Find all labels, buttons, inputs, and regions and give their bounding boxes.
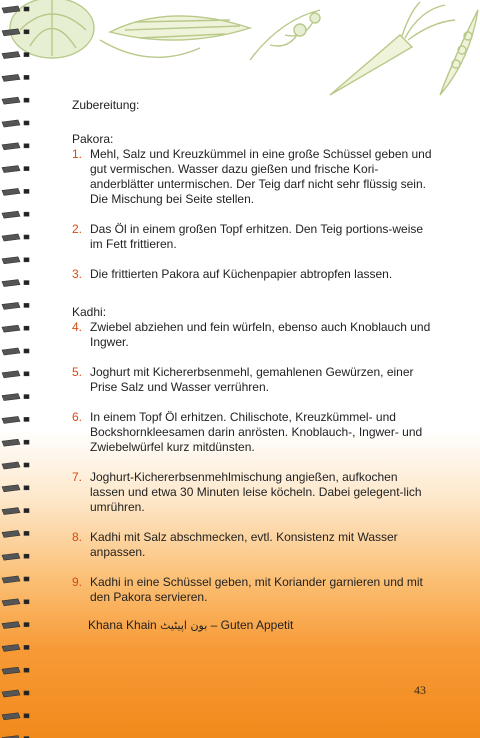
binding-ring (2, 667, 20, 674)
binding-hole (24, 53, 29, 57)
binding-ring (2, 348, 20, 355)
binding-hole (24, 303, 29, 307)
binding-ring (2, 371, 20, 378)
binding-ring (2, 553, 20, 560)
step-text: Joghurt mit Kichererbsenmehl, gemahlenen Gewürzen, einer Prise Salz und Wasser verrühren. (90, 365, 414, 394)
carrot-illustration (330, 2, 455, 95)
pea-pod-illustration (440, 10, 478, 95)
binding-ring (2, 257, 20, 264)
binding-hole (24, 600, 29, 604)
step-text: Mehl, Salz und Kreuzkümmel in eine große Schüssel geben und gut vermischen. Wasser dazu gießen und frische Kori-anderblätter untermischen. Der Teig darf nicht sehr flüssig sein. Die Mischung bei Seite stellen. (90, 147, 432, 206)
binding-ring (2, 188, 20, 195)
binding-hole (24, 463, 29, 467)
binding-hole (24, 554, 29, 558)
binding-hole (24, 144, 29, 148)
binding-hole (24, 167, 29, 171)
binding-hole (24, 531, 29, 535)
step-number: 3. (72, 267, 83, 281)
step-number: 1. (72, 147, 83, 161)
binding-hole (24, 212, 29, 216)
binding-hole (24, 7, 29, 11)
step-9 (72, 575, 432, 605)
step-text: Das Öl in einem großen Topf erhitzen. Den Teig portions-weise im Fett frittieren. (90, 222, 424, 251)
recipe-instructions (72, 98, 432, 633)
binding-hole (24, 668, 29, 672)
step-number: 8. (72, 530, 83, 544)
binding-hole (24, 349, 29, 353)
pakora-section-title: Pakora: (72, 132, 114, 146)
binding-ring (2, 211, 20, 218)
binding-hole (24, 691, 29, 695)
binding-hole (24, 714, 29, 718)
binding-ring (2, 394, 20, 401)
step-number: 5. (72, 365, 83, 379)
binding-hole (24, 623, 29, 627)
step-5 (72, 365, 432, 395)
binding-ring (2, 234, 20, 241)
binding-ring (2, 485, 20, 492)
binding-ring (2, 280, 20, 287)
closing-suffix: – Guten Appetit (210, 618, 294, 632)
page-number: 43 (414, 683, 426, 697)
binding-ring (2, 302, 20, 309)
binding-ring (2, 97, 20, 104)
step-1 (72, 147, 432, 207)
closing-latin: Khana Khain (88, 618, 157, 632)
binding-ring (2, 416, 20, 423)
step-text: Kadhi in eine Schüssel geben, mit Koriander garnieren und mit den Pakora servieren. (90, 575, 423, 604)
closing-line (88, 618, 432, 633)
binding-ring (2, 530, 20, 537)
step-text: Joghurt-Kichererbsenmehlmischung angießen, aufkochen lassen und etwa 30 Minuten leise köcheln. Dabei gelegent-lich umrühren. (90, 470, 422, 514)
binding-hole (24, 75, 29, 79)
binding-ring (2, 143, 20, 150)
binding-ring (2, 599, 20, 606)
binding-ring (2, 74, 20, 81)
binding-ring (2, 120, 20, 127)
binding-hole (24, 645, 29, 649)
step-8 (72, 530, 432, 560)
step-text: Zwiebel abziehen und fein würfeln, ebenso auch Knoblauch und Ingwer. (90, 320, 431, 349)
binding-hole (24, 417, 29, 421)
herb-illustration (250, 10, 320, 60)
spiral-binding (0, 0, 36, 738)
binding-hole (24, 30, 29, 34)
step-6 (72, 410, 432, 455)
binding-ring (2, 462, 20, 469)
binding-hole (24, 372, 29, 376)
binding-hole (24, 486, 29, 490)
step-text: In einem Topf Öl erhitzen. Chilischote, Kreuzkümmel- und Bockshornkleesamen darin anrösten. Knoblauch-, Ingwer- und Zwiebelwürfel kurz mitdünsten. (90, 410, 423, 454)
binding-ring (2, 439, 20, 446)
binding-ring (2, 325, 20, 332)
binding-ring (2, 576, 20, 583)
step-4 (72, 320, 432, 350)
binding-ring (2, 29, 20, 36)
step-text: Die frittierten Pakora auf Küchenpapier abtropfen lassen. (90, 267, 393, 281)
binding-hole (24, 509, 29, 513)
binding-hole (24, 440, 29, 444)
vegetable-illustration-band (0, 0, 480, 105)
kadhi-section-title: Kadhi: (72, 305, 107, 319)
binding-hole (24, 121, 29, 125)
step-number: 6. (72, 410, 83, 424)
closing-arabic: بون اپیٹیٹ (160, 619, 208, 632)
binding-hole (24, 395, 29, 399)
step-text: Kadhi mit Salz abschmecken, evtl. Konsistenz mit Wasser anpassen. (90, 530, 398, 559)
binding-ring (2, 713, 20, 720)
step-number: 9. (72, 575, 83, 589)
step-number: 4. (72, 320, 83, 334)
step-2 (72, 222, 432, 252)
preparation-heading: Zubereitung: (72, 98, 140, 112)
binding-ring (2, 52, 20, 59)
step-number: 2. (72, 222, 83, 236)
binding-ring (2, 166, 20, 173)
binding-hole (24, 577, 29, 581)
binding-hole (24, 235, 29, 239)
binding-hole (24, 98, 29, 102)
binding-ring (2, 690, 20, 697)
binding-ring (2, 6, 20, 13)
binding-ring (2, 508, 20, 515)
corn-illustration (100, 16, 250, 57)
binding-ring (2, 644, 20, 651)
binding-hole (24, 281, 29, 285)
step-3 (72, 267, 432, 282)
binding-hole (24, 326, 29, 330)
binding-hole (24, 189, 29, 193)
step-number: 7. (72, 470, 83, 484)
binding-hole (24, 258, 29, 262)
binding-ring (2, 622, 20, 629)
step-7 (72, 470, 432, 515)
